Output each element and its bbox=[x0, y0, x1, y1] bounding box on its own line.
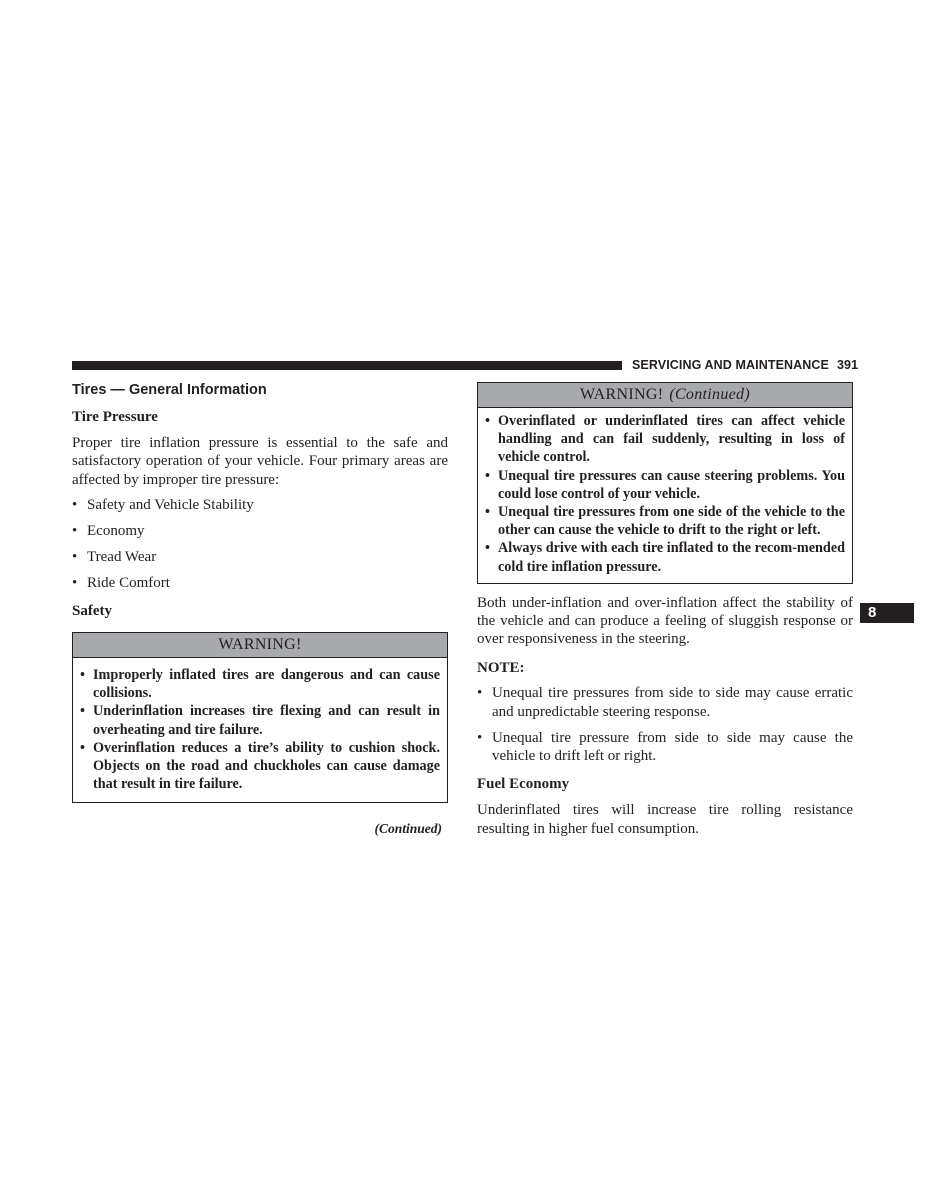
section-title: Tires — General Information bbox=[72, 382, 267, 398]
note-list bbox=[477, 684, 853, 765]
continued-label: (Continued) bbox=[374, 820, 442, 836]
warning-title-continued: WARNING! (Continued) bbox=[478, 383, 852, 408]
list-item: • Overinflated or underinflated tires can affect vehicle handling and can fail suddenly, resulting in loss of vehicle control. bbox=[485, 413, 845, 466]
warning-list bbox=[73, 658, 447, 801]
fuel-economy-paragraph: Underinflated tires will increase tire rolling resistance resulting in higher fuel consumption. bbox=[477, 802, 853, 837]
list-item: • Improperly inflated tires are dangerous and can cause collisions. bbox=[80, 667, 440, 702]
list-item: • Unequal tire pressures from one side of the vehicle to the other can cause the vehicle to drift to the right or left. bbox=[485, 504, 845, 539]
right-column bbox=[477, 378, 853, 838]
list-item: • Safety and Vehicle Stability bbox=[72, 497, 254, 514]
chapter-tab: 8 bbox=[860, 603, 914, 623]
safety-heading: Safety bbox=[72, 603, 112, 620]
list-item: • Underinflation increases tire flexing and can result in overheating and tire failure. bbox=[80, 703, 440, 738]
page-number: 391 bbox=[836, 358, 859, 372]
warning-list-continued bbox=[478, 408, 852, 583]
warning-title: WARNING! bbox=[73, 633, 447, 658]
affected-areas-list bbox=[72, 496, 448, 592]
header-rule bbox=[72, 361, 622, 370]
note-heading: NOTE: bbox=[477, 659, 525, 676]
list-item: • Always drive with each tire inflated to the recom-mended cold tire inflation pressure. bbox=[485, 540, 846, 575]
left-column bbox=[72, 378, 448, 837]
intro-paragraph: Proper tire inflation pressure is essential to the safe and satisfactory operation of your vehicle. Four primary areas are affected by improper tire pressure: bbox=[72, 435, 448, 488]
warning-box bbox=[72, 632, 448, 802]
tire-pressure-heading: Tire Pressure bbox=[72, 409, 158, 425]
list-item: • Unequal tire pressure from side to side may cause the vehicle to drift left or right. bbox=[477, 729, 853, 765]
stability-paragraph: Both under-inflation and over-inflation affect the stability of the vehicle and can produce a feeling of sluggish response or over responsiveness in the steering. bbox=[477, 594, 853, 648]
running-header bbox=[632, 358, 859, 372]
header-section-title: SERVICING AND MAINTENANCE bbox=[632, 358, 829, 372]
list-item: • Economy bbox=[72, 523, 145, 540]
list-item: • Unequal tire pressures can cause steering problems. You could lose control of your vehicle. bbox=[485, 467, 845, 502]
list-item: • Tread Wear bbox=[72, 548, 157, 565]
fuel-economy-heading: Fuel Economy bbox=[477, 776, 570, 793]
list-item: • Overinflation reduces a tire’s ability to cushion shock. Objects on the road and chuckholes can cause damage that result in tire failure. bbox=[80, 739, 440, 793]
list-item: • Ride Comfort bbox=[72, 574, 170, 591]
warning-box-continued bbox=[477, 382, 853, 584]
list-item: • Unequal tire pressures from side to side may cause erratic and unpredictable steering response. bbox=[477, 685, 853, 720]
